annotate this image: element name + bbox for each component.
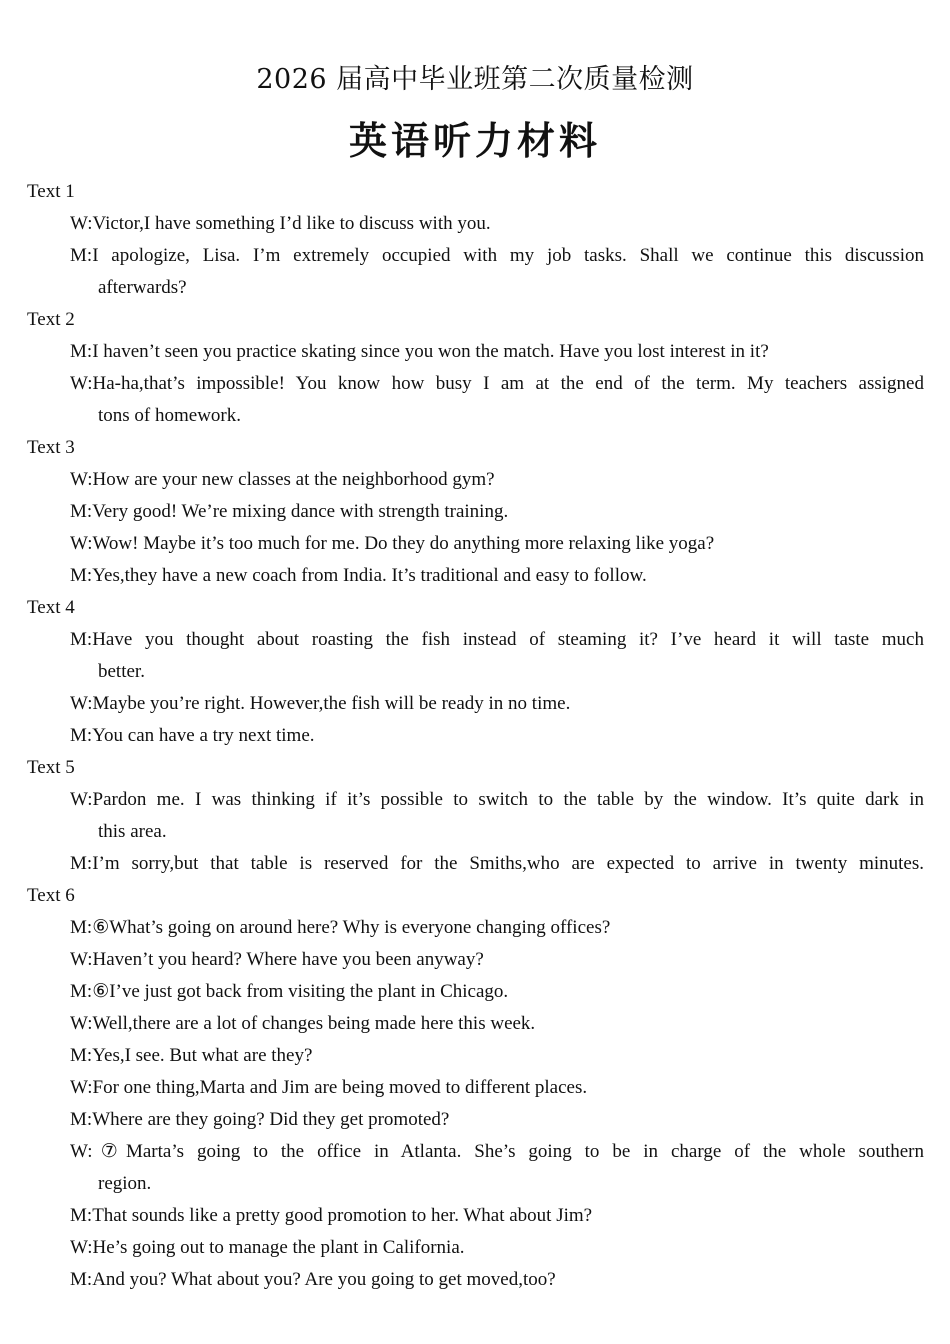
- dialogue-line: [0, 464, 924, 496]
- speaker-label: M: [70, 565, 87, 586]
- speaker-colon: :: [87, 469, 93, 490]
- speaker-label: W: [70, 469, 88, 490]
- dialogue-line: [0, 848, 924, 880]
- dialogue-text: tons of homework.: [98, 405, 242, 426]
- speaker-label: M: [70, 1269, 87, 1290]
- dialogue-text: Maybe you’re right. However,the fish will be ready in no time.: [92, 693, 571, 714]
- dialogue-text: region.: [98, 1173, 152, 1194]
- speaker-colon: :: [87, 1141, 93, 1162]
- speaker-label: W: [70, 789, 88, 810]
- speaker-colon: :: [86, 565, 93, 586]
- speaker-label: W: [70, 213, 88, 234]
- dialogue-text: How are your new classes at the neighborhood gym?: [92, 469, 495, 490]
- speaker-label: W: [70, 1013, 88, 1034]
- speaker-label: M: [70, 1205, 87, 1226]
- speaker-label: M: [70, 629, 87, 650]
- speaker-label: M: [70, 917, 87, 938]
- dialogue-line: [0, 720, 924, 752]
- dialogue-line: [0, 1104, 924, 1136]
- speaker-label: W: [70, 1237, 88, 1258]
- dialogue-line: [0, 560, 924, 592]
- speaker-label: M: [70, 1045, 87, 1066]
- dialogue-line: [0, 1200, 924, 1232]
- speaker-label: W: [70, 1141, 88, 1162]
- dialogue-text: Wow! Maybe it’s too much for me. Do they do anything more relaxing like yoga?: [92, 533, 715, 554]
- text-heading: Text 4: [27, 597, 75, 618]
- speaker-colon: :: [87, 213, 93, 234]
- dialogue-text: this area.: [98, 821, 167, 842]
- dialogue-continuation: [0, 656, 950, 688]
- text-heading: Text 2: [27, 309, 75, 330]
- dialogue-text: That sounds like a pretty good promotion to her. What about Jim?: [92, 1205, 593, 1226]
- dialogue-line: [0, 1008, 924, 1040]
- speaker-colon: :: [86, 341, 93, 362]
- dialogue-text: Very good! We’re mixing dance with strength training.: [92, 501, 509, 522]
- speaker-colon: :: [86, 853, 93, 874]
- dialogue-line: [0, 912, 924, 944]
- dialogue-text: And you? What about you? Are you going to get moved,too?: [92, 1269, 556, 1290]
- dialogue-line: [0, 944, 924, 976]
- speaker-colon: :: [87, 1013, 93, 1034]
- speaker-label: W: [70, 693, 88, 714]
- dialogue-line: [0, 1264, 924, 1296]
- dialogue-text: Where are they going? Did they get promoted?: [92, 1109, 450, 1130]
- dialogue-text: I’m sorry,but that table is reserved for the Smiths,who are expected to arrive in twenty minutes.: [92, 853, 924, 874]
- dialogue-text: ⑦Marta’s going to the office in Atlanta. She’s going to be in charge of the whole southern: [92, 1141, 924, 1162]
- speaker-colon: :: [87, 693, 93, 714]
- speaker-colon: :: [86, 981, 93, 1002]
- dialogue-line: [0, 240, 924, 272]
- dialogue-text: For one thing,Marta and Jim are being moved to different places.: [92, 1077, 588, 1098]
- dialogue-continuation: [0, 1168, 950, 1200]
- dialogue-continuation: [0, 400, 950, 432]
- dialogue-line: [0, 496, 924, 528]
- speaker-colon: :: [87, 1077, 93, 1098]
- speaker-colon: :: [87, 373, 93, 394]
- speaker-label: W: [70, 949, 88, 970]
- text-heading: Text 1: [27, 181, 75, 202]
- dialogue-text: Yes,they have a new coach from India. It’s traditional and easy to follow.: [92, 565, 647, 586]
- dialogue-line: [0, 1136, 924, 1168]
- dialogue-text: He’s going out to manage the plant in California.: [92, 1237, 465, 1258]
- dialogue-text: Have you thought about roasting the fish instead of steaming it? I’ve heard it will taste much: [92, 629, 924, 650]
- dialogue-line: [0, 336, 924, 368]
- speaker-colon: :: [87, 1237, 93, 1258]
- dialogue-line: [0, 784, 924, 816]
- speaker-label: M: [70, 245, 87, 266]
- speaker-colon: :: [87, 949, 93, 970]
- speaker-colon: :: [86, 725, 93, 746]
- speaker-colon: :: [86, 501, 93, 522]
- listening-transcript: [0, 176, 950, 1296]
- text-heading: Text 3: [27, 437, 75, 458]
- dialogue-line: [0, 1040, 924, 1072]
- speaker-colon: :: [86, 629, 93, 650]
- dialogue-continuation: [0, 272, 950, 304]
- speaker-colon: :: [87, 533, 93, 554]
- speaker-colon: :: [86, 1109, 93, 1130]
- dialogue-text: You can have a try next time.: [92, 725, 315, 746]
- speaker-label: M: [70, 341, 87, 362]
- dialogue-text: Ha-ha,that’s impossible! You know how busy I am at the end of the term. My teachers assigned: [92, 373, 924, 394]
- speaker-label: M: [70, 1109, 87, 1130]
- speaker-colon: :: [86, 1045, 93, 1066]
- speaker-label: M: [70, 981, 87, 1002]
- dialogue-text: ⑥I’ve just got back from visiting the plant in Chicago.: [92, 981, 509, 1002]
- dialogue-text: Pardon me. I was thinking if it’s possible to switch to the table by the window. It’s quite dark in: [92, 789, 924, 810]
- dialogue-text: better.: [98, 661, 145, 682]
- dialogue-text: ⑥What’s going on around here? Why is everyone changing offices?: [92, 917, 611, 938]
- speaker-label: W: [70, 1077, 88, 1098]
- dialogue-line: [0, 624, 924, 656]
- dialogue-text: Yes,I see. But what are they?: [92, 1045, 313, 1066]
- speaker-label: W: [70, 533, 88, 554]
- dialogue-line: [0, 528, 924, 560]
- dialogue-text: afterwards?: [98, 277, 187, 298]
- speaker-colon: :: [86, 1205, 93, 1226]
- speaker-label: M: [70, 853, 87, 874]
- dialogue-text: Well,there are a lot of changes being made here this week.: [92, 1013, 536, 1034]
- text-heading: Text 5: [27, 757, 75, 778]
- speaker-label: W: [70, 373, 88, 394]
- text-heading: Text 6: [27, 885, 75, 906]
- dialogue-text: I apologize, Lisa. I’m extremely occupied with my job tasks. Shall we continue this discussion: [92, 245, 924, 266]
- speaker-colon: :: [86, 245, 93, 266]
- dialogue-text: Haven’t you heard? Where have you been anyway?: [92, 949, 484, 970]
- speaker-colon: :: [86, 1269, 93, 1290]
- dialogue-text: I haven’t seen you practice skating since you won the match. Have you lost interest in it?: [92, 341, 769, 362]
- dialogue-text: Victor,I have something I’d like to discuss with you.: [92, 213, 491, 234]
- speaker-label: M: [70, 501, 87, 522]
- dialogue-line: [0, 208, 924, 240]
- dialogue-line: [0, 688, 924, 720]
- speaker-colon: :: [87, 789, 93, 810]
- document-title: 英语听力材料: [348, 119, 601, 163]
- exam-title: 2026 届高中毕业班第二次质量检测: [256, 64, 694, 95]
- dialogue-line: [0, 1232, 924, 1264]
- dialogue-line: [0, 976, 924, 1008]
- speaker-colon: :: [86, 917, 93, 938]
- dialogue-line: [0, 1072, 924, 1104]
- dialogue-continuation: [0, 816, 950, 848]
- dialogue-line: [0, 368, 924, 400]
- speaker-label: M: [70, 725, 87, 746]
